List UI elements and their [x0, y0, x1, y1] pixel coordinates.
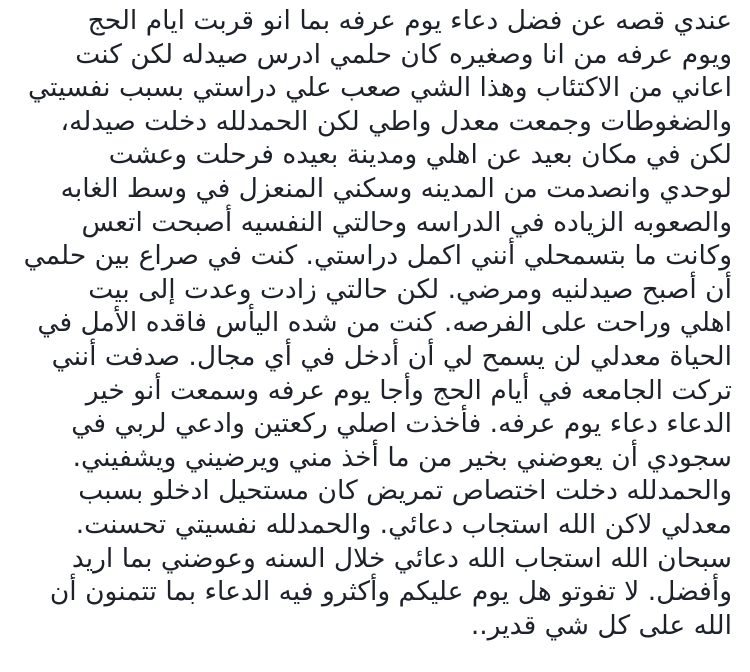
post-line: اهلي وراحت على الفرصه. كنت من شده اليأس فاقده الأمل في: [37, 307, 732, 339]
post-line: سجودي أن يعوضني بخير من ما أخذ مني ويرضيني ويشفيني.: [72, 441, 732, 473]
post-line: الله على كل شي قدير..: [470, 609, 732, 641]
post-line: والصعوبه الزياده في الدراسه وحالتي النفسيه أصبحت اتعس: [81, 206, 732, 238]
post-line: والضغوطات وجمعت معدل واطي لكن الحمدلله دخلت صيدله،: [60, 105, 732, 137]
post-line: الحياة معدلي لن يسمح لي أن أدخل في أي مجال. صدفت أنني: [51, 340, 732, 372]
post-line: الدعاء دعاء يوم عرفه. فأخذت اصلي ركعتين وادعي لربي في: [71, 408, 732, 440]
post-line: وكانت ما بتسمحلي أنني اكمل دراستي. كنت في صراع بين حلمي: [23, 240, 732, 272]
post-line: وأفضل. لا تفوتو هل يوم عليكم وأكثرو فيه الدعاء بما تتمنون أن: [49, 576, 732, 608]
post-line: سبحان الله استجاب الله دعائي خلال السنه وعوضني بما اريد: [71, 542, 732, 574]
post-line: لوحدي وانصدمت من المدينه وسكني المنعزل في وسط الغابه: [60, 172, 732, 204]
post-line: لكن في مكان بعيد عن اهلي ومدينة بعيده فرحلت وعشت: [108, 139, 732, 171]
post-line: والحمدلله دخلت اختصاص تمريض كان مستحيل ادخلو بسبب: [78, 475, 732, 507]
post-line: عندي قصه عن فضل دعاء يوم عرفه بما انو قربت ايام الحج: [87, 5, 732, 36]
post-body-text: [16, 4, 732, 642]
post-line: معدلي لاكن الله استجاب دعائي. والحمدلله نفسيتي تحسنت.: [75, 508, 732, 540]
post-line: اعاني من الاكتئاب وهذا الشي صعب علي دراستي بسبب نفسيتي: [28, 72, 732, 104]
post-line: ويوم عرفه من انا وصغيره كان حلمي ادرس صيدله لكن كنت: [75, 38, 732, 70]
post-line: تركت الجامعه في أيام الحج وأجا يوم عرفه وسمعت أنو خير: [85, 374, 732, 406]
post-line: أن أصبح صيدلنيه ومرضي. لكن حالتي زادت وعدت إلى بيت: [88, 273, 732, 305]
